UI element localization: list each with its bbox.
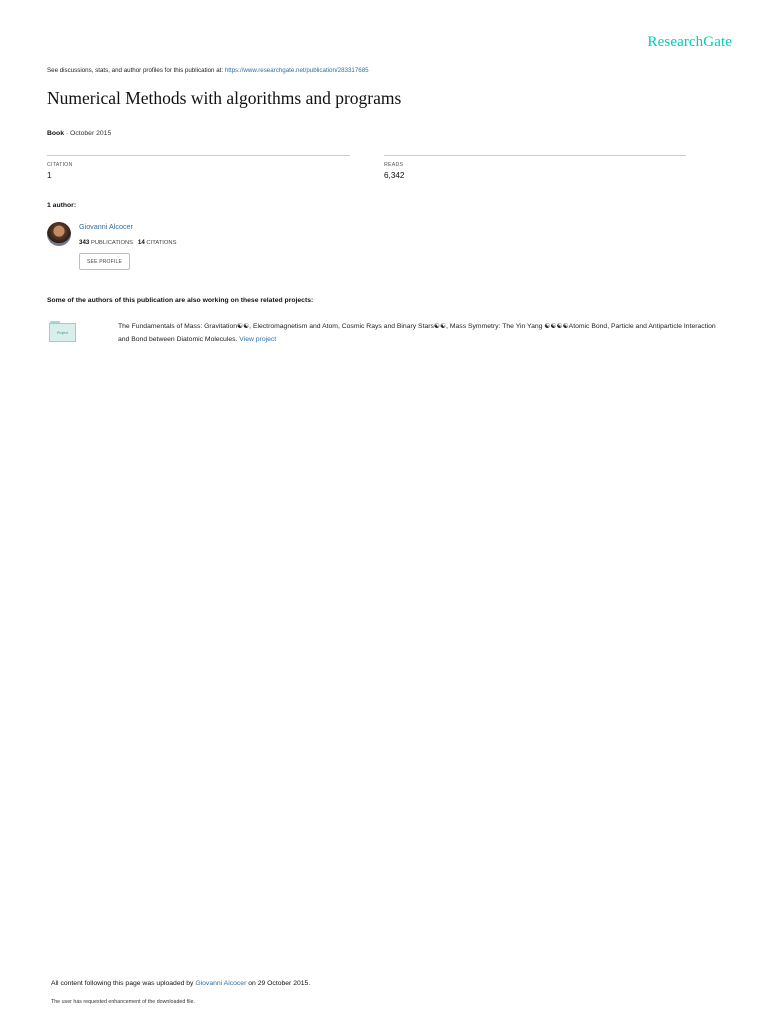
upload-notice [51, 980, 310, 987]
discussion-prefix: See discussions, stats, and author profiles for this publication at: [47, 67, 224, 74]
researchgate-logo[interactable]: ResearchGate [647, 34, 732, 50]
author-name-link[interactable]: Giovanni Alcocer [79, 222, 133, 231]
authors-heading: 1 author: [47, 202, 77, 209]
publication-title: Numerical Methods with algorithms and programs [47, 88, 402, 108]
upload-prefix: All content following this page was uploaded by [51, 980, 194, 987]
discussion-line [47, 67, 369, 74]
reads-divider [384, 155, 686, 156]
project-description [118, 321, 718, 346]
project-description-text: The Fundamentals of Mass: Gravitation☯☯, Electromagnetism and Atom, Cosmic Rays and Binary Stars☯☯, Mass Symmetry: The Yin Yang ☯☯☯☯Atomic Bond, Particle and Antiparticle Interaction and Bond between Diatomic Molecules. [118, 323, 716, 343]
author-publications-label: PUBLICATIONS [90, 240, 134, 246]
publication-date: October 2015 [70, 130, 112, 137]
author-stats [79, 239, 176, 246]
author-publications-count: 343 [79, 239, 90, 246]
reads-count: 6,342 [384, 171, 405, 180]
project-folder-icon[interactable] [49, 321, 76, 342]
citation-label: CITATION [47, 162, 73, 168]
enhancement-note: The user has requested enhancement of the downloaded file. [51, 999, 195, 1005]
upload-suffix: on 29 October 2015. [248, 980, 311, 987]
view-project-link[interactable]: View project [239, 335, 277, 343]
related-projects-heading: Some of the authors of this publication are also working on these related projects: [47, 297, 314, 304]
publication-url-link[interactable]: https://www.researchgate.net/publication/283317685 [224, 67, 369, 74]
publication-meta [47, 130, 111, 137]
author-citations-label: CITATIONS [146, 240, 177, 246]
citation-divider [47, 155, 350, 156]
project-icon-label: Project [56, 330, 69, 335]
uploader-link[interactable]: Giovanni Alcocer [195, 980, 247, 987]
meta-separator: · [64, 130, 71, 137]
citation-count: 1 [47, 171, 52, 180]
author-avatar[interactable] [47, 222, 71, 246]
folder-body [49, 323, 76, 342]
publication-type: Book [47, 130, 64, 137]
see-profile-button[interactable]: SEE PROFILE [79, 253, 130, 270]
reads-label: READS [384, 162, 404, 168]
author-citations-count: 14 [137, 239, 145, 246]
